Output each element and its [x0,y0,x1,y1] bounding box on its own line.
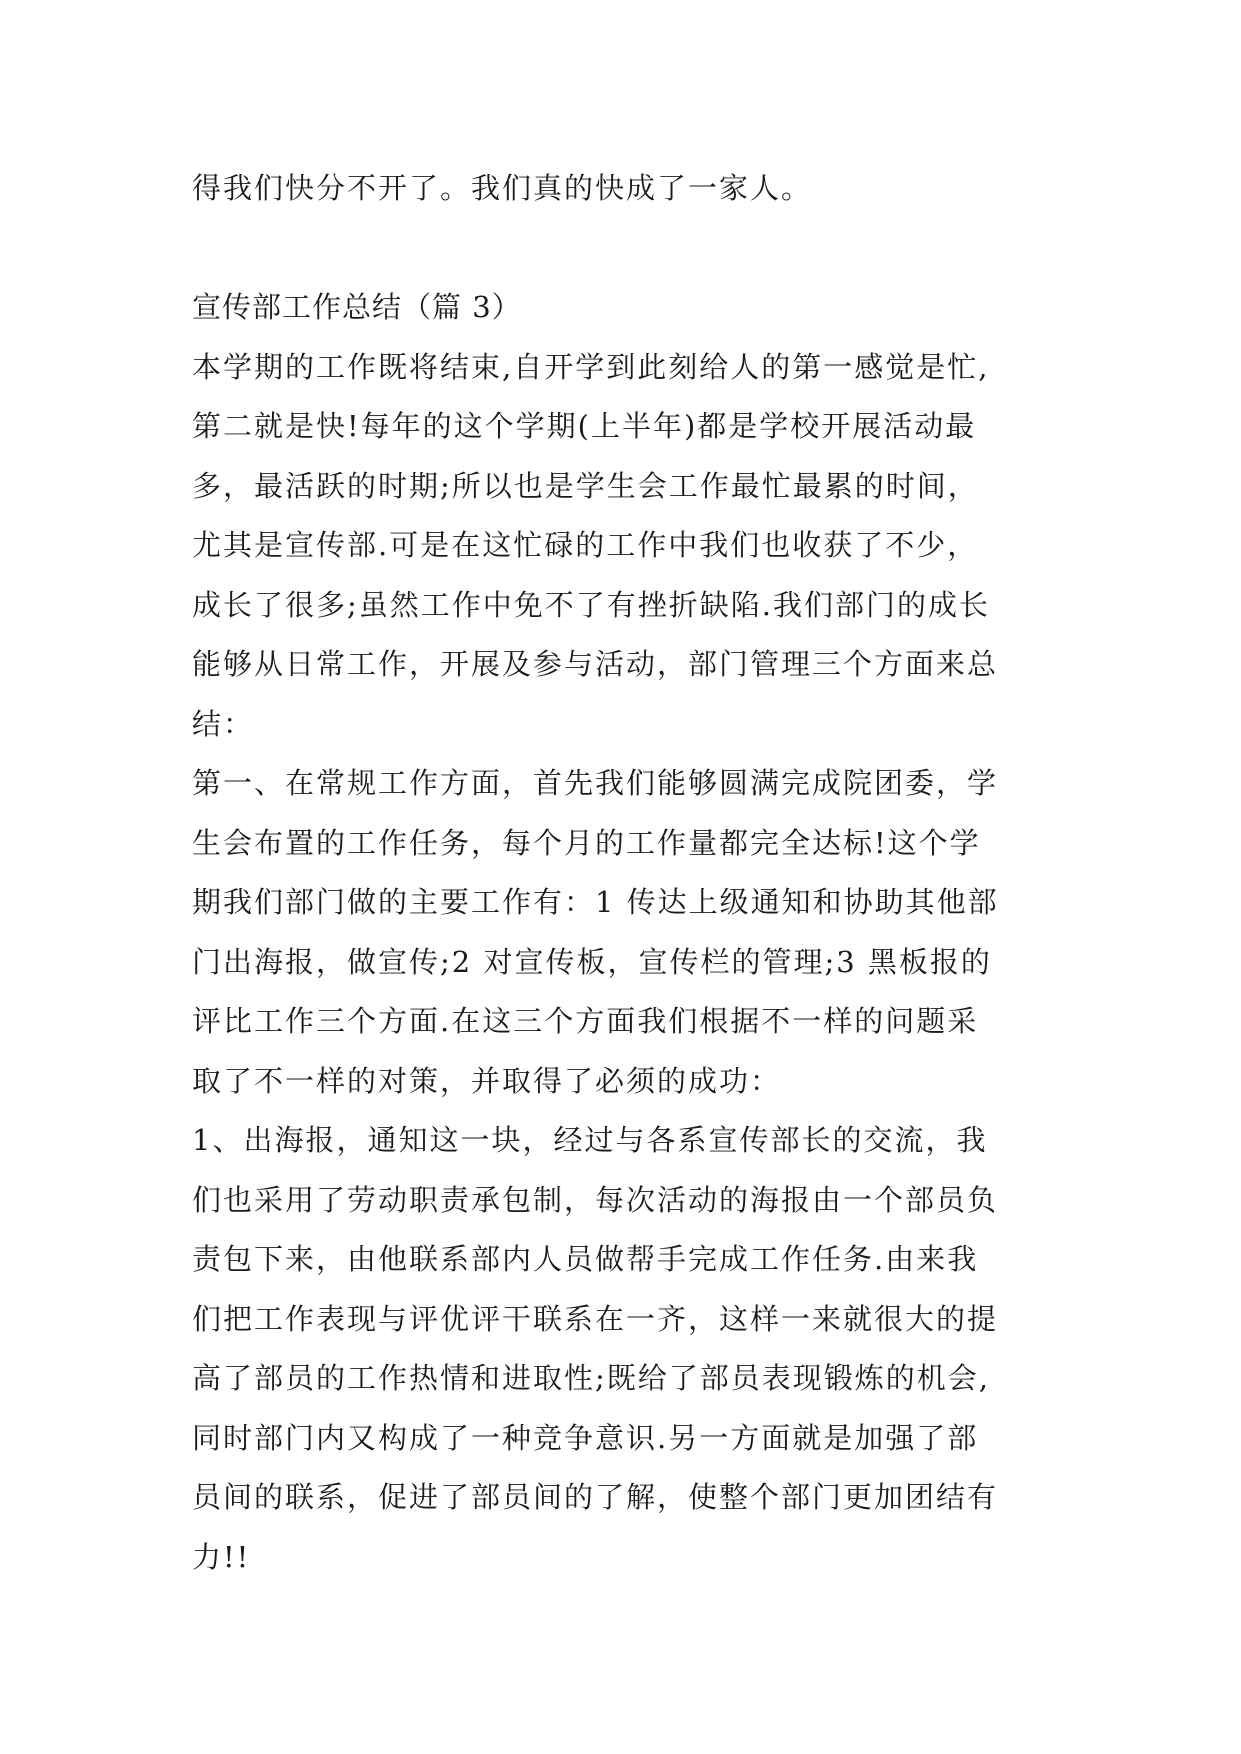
intro-line: 得我们快分不开了。我们真的快成了一家人。 [192,171,813,205]
text-line: 结： [192,706,255,741]
text-line: 第二就是快!每年的这个学期(上半年)都是学校开展活动最 [192,409,977,443]
text-line: 尤其是宣传部.可是在这忙碌的工作中我们也收获了不少， [192,528,979,562]
paragraph-1 [192,338,1060,755]
text-line: 成长了很多;虽然工作中免不了有挫折缺陷.我们部门的成长 [192,587,990,622]
paragraph-gap [192,219,1060,279]
text-line: 能够从日常工作，开展及参与活动，部门管理三个方面来总 [192,647,999,681]
text-line: 期我们部门做的主要工作有：1 传达上级通知和协助其他部 [192,885,999,919]
text-line: 员间的联系，促进了部员间的了解，使整个部门更加团结有 [192,1480,999,1514]
text-line: 责包下来，由他联系部内人员做帮手完成工作任务.由来我 [192,1242,979,1276]
text-line: 本学期的工作既将结束,自开学到此刻给人的第一感觉是忙, [192,349,990,384]
text-line: 取了不一样的对策，并取得了必须的成功： [192,1063,782,1098]
paragraph-3 [192,1111,1060,1587]
text-line: 们把工作表现与评优评干联系在一齐，这样一来就很大的提 [192,1301,999,1336]
text-line: 门出海报，做宣传;2 对宣传板，宣传栏的管理;3 黑板报的 [192,944,992,979]
section-title: 宣传部工作总结（篇 3） [192,290,522,324]
paragraph-2 [192,754,1060,1111]
text-line: 1、出海报，通知这一块，经过与各系宣传部长的交流，我 [192,1123,988,1157]
text-line: 评比工作三个方面.在这三个方面我们根据不一样的问题采 [192,1004,979,1038]
text-line: 生会布置的工作任务，每个月的工作量都完全达标!这个学 [192,825,981,860]
text-line: 高了部员的工作热情和进取性;既给了部员表现锻炼的机会, [192,1361,990,1395]
text-line: 们也采用了劳动职责承包制，每次活动的海报由一个部员负 [192,1182,999,1217]
document-body [192,159,1060,1587]
text-line: 力!! [192,1539,251,1574]
text-line: 第一、在常规工作方面，首先我们能够圆满完成院团委，学 [192,766,999,800]
text-line: 多，最活跃的时期;所以也是学生会工作最忙最累的时间， [192,468,979,503]
text-line: 同时部门内又构成了一种竞争意识.另一方面就是加强了部 [192,1420,979,1455]
